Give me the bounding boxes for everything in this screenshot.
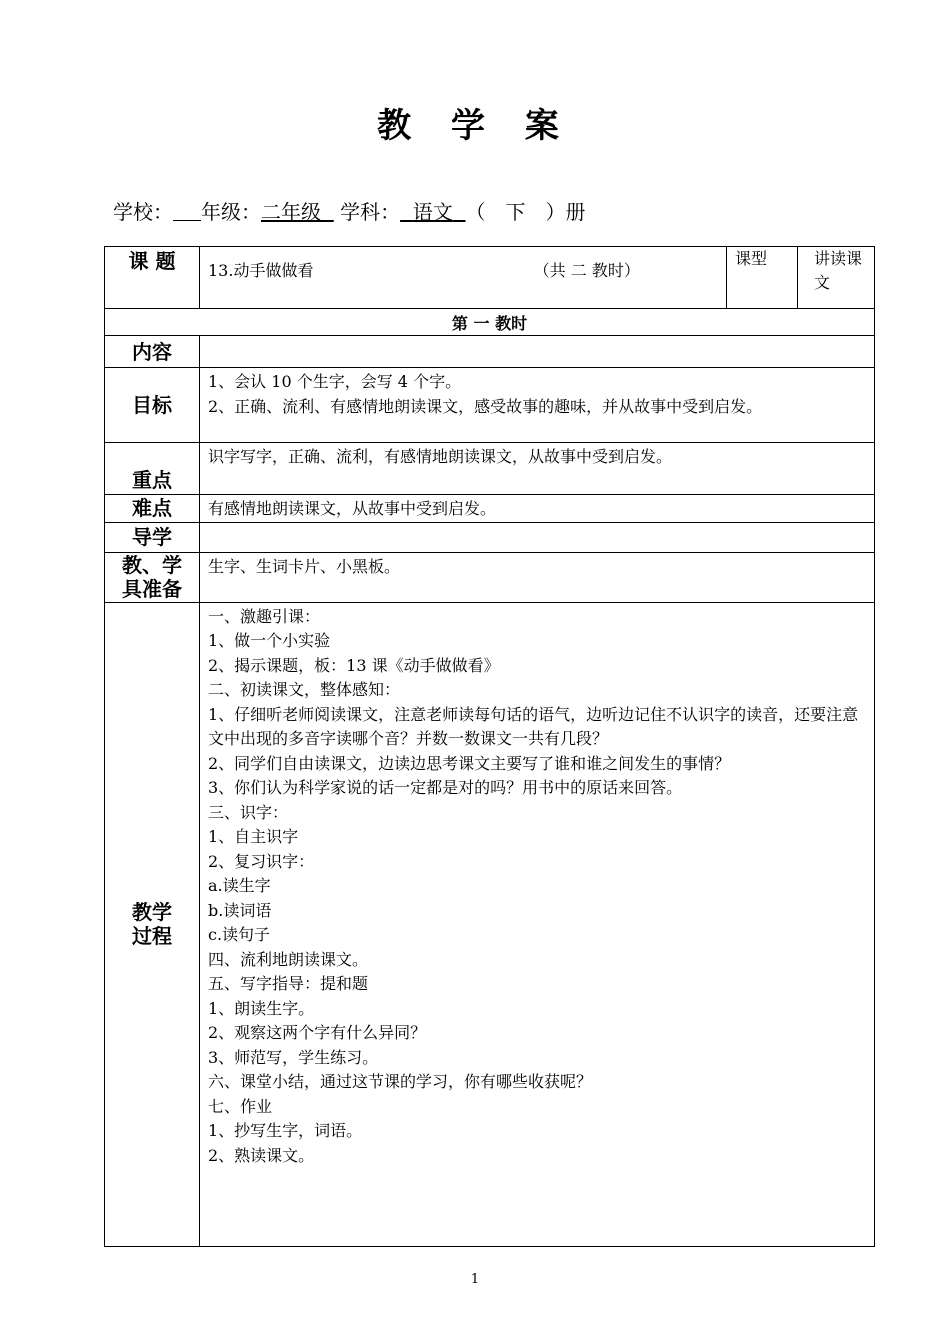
goal-row [105,368,875,443]
process-line: 2、复习识字： [208,851,315,871]
process-line: 1、做一个小实验 [208,631,331,650]
goal-line: 1、会认 10 个生字，会写 4 个字。 [208,372,462,391]
process-line: 1、抄写生字，词语。 [208,1121,363,1140]
difficulty-text: 有感情地朗读课文，从故事中受到启发。 [200,495,875,523]
process-line: 2、揭示课题，板：13 课《动手做做看》 [208,655,500,675]
goal-line: 2、正确、流利、有感情地朗读课文，感受故事的趣味，并从故事中受到启发。 [208,396,763,416]
lesson-table [104,246,875,1247]
tools-row [105,552,875,602]
process-line: 2、同学们自由读课文，边读边思考课文主要写了谁和谁之间发生的事情？ [208,753,731,773]
grade-label: 年级： [201,200,261,224]
key-text: 识字写字，正确、流利，有感情地朗读课文，从故事中受到启发。 [200,443,875,495]
type-value: 讲读课文 [798,247,875,309]
subject-value: 语文 [412,200,453,224]
process-line: 三、识字： [208,802,289,822]
grade-pad [321,200,334,224]
content-cell [200,336,875,368]
page-title: 教 学 案 [377,106,573,146]
page-number: 1 [470,1272,480,1287]
subject-label: 学科： [340,200,401,224]
process-line: c.读句子 [208,925,271,944]
key-label: 重点 [105,443,200,495]
process-line: 四、流利地朗读课文。 [208,949,369,969]
goal-cell [200,368,875,443]
periods-text: （共 二 教时） [533,261,640,280]
process-line: a.读生字 [208,876,271,895]
content-row [105,336,875,368]
header-info [113,196,586,225]
process-line: 1、朗读生字。 [208,998,315,1018]
process-cell [200,602,875,1246]
type-label: 课型 [727,247,798,309]
process-line: 2、观察这两个字有什么异同？ [208,1023,427,1042]
process-line: 六、课堂小结，通过这节课的学习，你有哪些收获呢？ [208,1072,593,1091]
process-line: 3、师范写，学生练习。 [208,1047,379,1067]
topic-value: 13.动手做做看 [208,261,314,280]
process-line: 3、你们认为科学家说的话一定都是对的吗？用书中的原话来回答。 [208,778,683,797]
section-title: 第 一 教时 [105,309,875,336]
process-line: 二、初读课文，整体感知： [208,680,401,699]
process-line: 2、熟读课文。 [208,1145,315,1165]
difficulty-row [105,495,875,523]
section-row [105,309,875,336]
process-line: 1、自主识字 [208,827,299,846]
goal-label: 目标 [105,368,200,443]
topic-label: 课 题 [105,247,200,309]
guide-row [105,522,875,552]
key-row [105,443,875,495]
volume-text: （ 下 ）册 [465,200,586,224]
tools-text: 生字、生词卡片、小黑板。 [200,552,875,602]
topic-cell [200,247,727,309]
difficulty-label: 难点 [105,495,200,523]
process-row [105,602,875,1246]
tools-label: 教、学 具准备 [105,552,200,602]
school-blank [173,202,201,221]
content-label: 内容 [105,336,200,368]
process-line: 五、写字指导：提和题 [208,974,369,993]
guide-cell [200,522,875,552]
process-line: 七、作业 [208,1096,273,1116]
process-line: b.读词语 [208,900,272,920]
process-line: 一、激趣引课： [208,606,321,626]
grade-value: 二年级 [261,200,321,224]
school-label: 学校： [113,200,173,224]
process-line: 1、仔细听老师阅读课文，注意老师读每句话的语气，边听边记住不认识字的读音，还要注意文中出现的多音字读哪个音？并数一数课文一共有几段？ [208,704,859,748]
process-label: 教学 过程 [105,602,200,1246]
topic-row [105,247,875,309]
guide-label: 导学 [105,522,200,552]
